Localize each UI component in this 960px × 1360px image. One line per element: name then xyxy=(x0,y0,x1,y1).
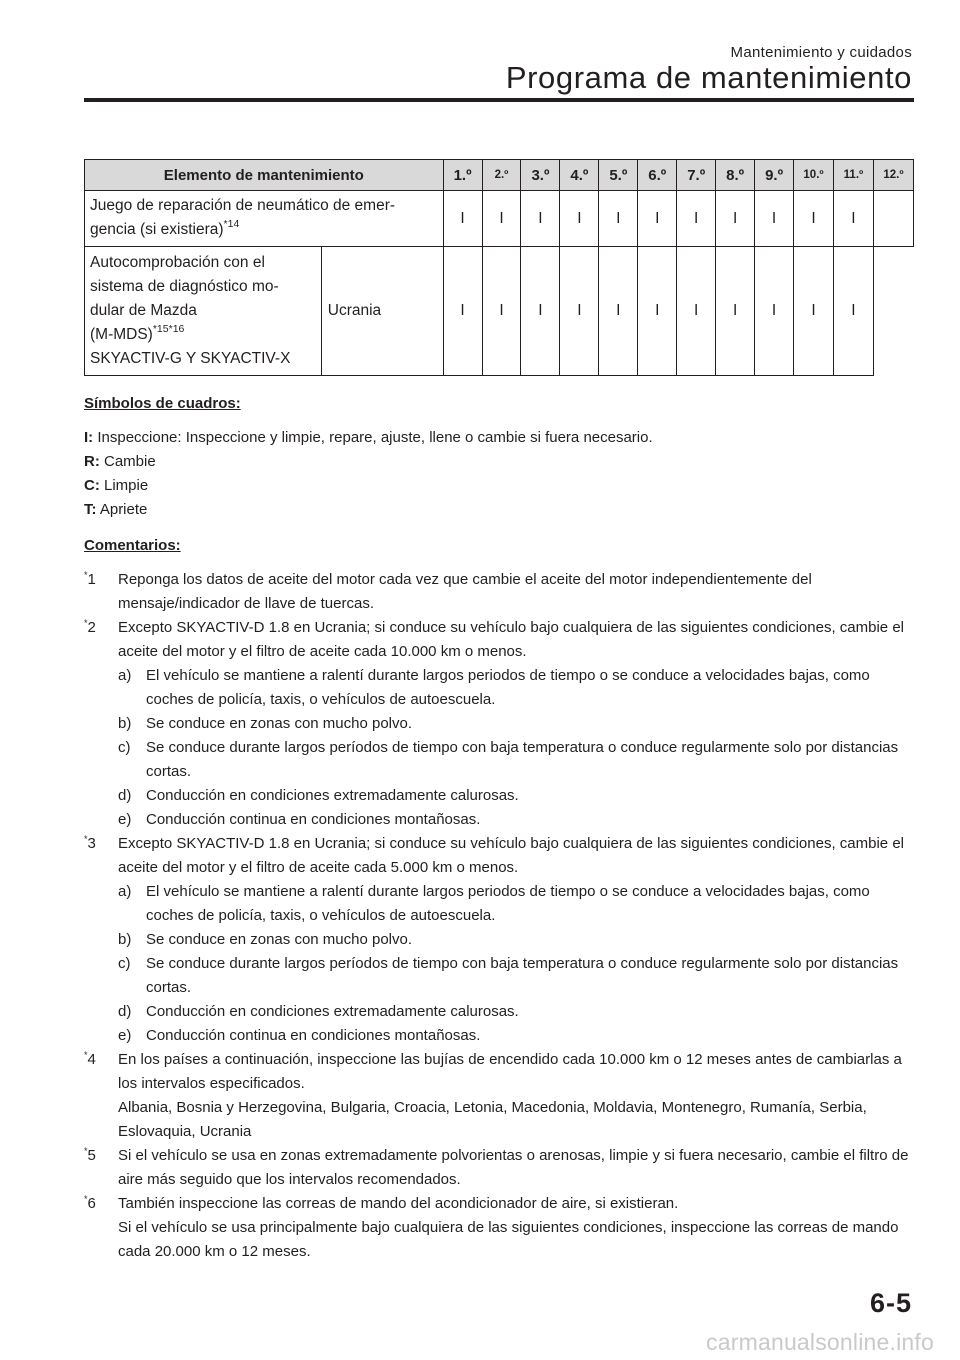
sub-item-letter: a) xyxy=(118,883,132,900)
symbol-text: Inspeccione: Inspeccione y limpie, repare, ajuste, llene o cambie si fuera necesario. xyxy=(97,429,653,446)
section-title: Mantenimiento y cuidados xyxy=(730,44,912,61)
note-number: *6 xyxy=(84,1194,96,1212)
symbol-text: Cambie xyxy=(104,453,156,470)
symbol-text: Apriete xyxy=(99,501,148,518)
sub-item-text: Se conduce en zonas con mucho polvo. xyxy=(146,715,413,732)
header-rule xyxy=(84,98,914,102)
note-number: *1 xyxy=(84,570,96,588)
sub-item-letter: c) xyxy=(118,739,131,756)
table-cell: I xyxy=(833,247,873,376)
col-header: 11.º xyxy=(833,160,873,191)
row-label xyxy=(85,247,322,376)
table-cell: I xyxy=(482,247,521,376)
maintenance-table xyxy=(84,159,914,376)
table-cell: I xyxy=(482,191,521,247)
note-sub-item xyxy=(118,952,914,1000)
comment-note xyxy=(84,568,914,616)
table-cell: I xyxy=(833,191,873,247)
comment-note xyxy=(84,1144,914,1192)
header-item: Elemento de mantenimiento xyxy=(85,160,444,191)
sub-item-text: El vehículo se mantiene a ralentí durante largos periodos de tiempo o se conduce a velocidades bajas, como coches de policía, taxis, o vehículos de autoescuela. xyxy=(146,667,870,708)
col-header: 1.º xyxy=(443,160,482,191)
note-ref: *15*16 xyxy=(152,323,185,335)
comment-note xyxy=(84,832,914,1048)
table-row xyxy=(85,191,914,247)
row-label-line: (M-MDS) xyxy=(90,326,153,343)
table-cell: I xyxy=(755,247,794,376)
symbol-text: Limpie xyxy=(104,477,149,494)
symbols-list xyxy=(84,426,914,522)
sub-item-text: Se conduce en zonas con mucho polvo. xyxy=(146,931,413,948)
row-label xyxy=(85,191,444,247)
sub-item-text: Conducción continua en condiciones montañosas. xyxy=(146,811,481,828)
note-sub-item xyxy=(118,880,914,928)
symbol-key: I: xyxy=(84,429,94,446)
watermark-text: carmanualsonline.info xyxy=(706,1329,934,1355)
table-cell: I xyxy=(677,191,716,247)
note-number: *5 xyxy=(84,1146,96,1164)
symbol-key: T: xyxy=(84,501,97,518)
table-cell: I xyxy=(560,247,599,376)
note-text: Reponga los datos de aceite del motor cada vez que cambie el aceite del motor independientemente del mensaje/indicador de llave de tuercas. xyxy=(118,571,812,612)
row-label-line: Autocomprobación con el xyxy=(90,254,265,271)
note-text: También inspeccione las correas de mando del acondicionador de aire, si existieran. xyxy=(118,1195,679,1212)
sub-item-text: El vehículo se mantiene a ralentí durante largos periodos de tiempo o se conduce a velocidades bajas, como coches de policía, taxis, o vehículos de autoescuela. xyxy=(146,883,870,924)
table-cell: I xyxy=(599,191,638,247)
note-sub-item xyxy=(118,1000,914,1024)
note-text: Excepto SKYACTIV-D 1.8 en Ucrania; si conduce su vehículo bajo cualquiera de las siguientes condiciones, cambie el aceite del motor y el filtro de aceite cada 10.000 km o menos. xyxy=(118,619,904,660)
note-number: *2 xyxy=(84,618,96,636)
table-cell: I xyxy=(677,247,716,376)
row-label-line: gencia (si existiera) xyxy=(90,221,224,238)
page-number: 6-5 xyxy=(869,1288,912,1318)
col-header: 2.º xyxy=(482,160,521,191)
note-sub-item xyxy=(118,784,914,808)
col-header: 8.º xyxy=(716,160,755,191)
col-header: 6.º xyxy=(638,160,677,191)
note-sub-item xyxy=(118,808,914,832)
sub-item-letter: d) xyxy=(118,787,132,804)
sub-item-text: Se conduce durante largos períodos de tiempo con baja temperatura o conduce regularmente solo por distancias cortas. xyxy=(146,739,899,780)
comment-note xyxy=(84,1192,914,1264)
table-cell: I xyxy=(638,191,677,247)
sub-item-letter: b) xyxy=(118,931,132,948)
table-cell: I xyxy=(521,247,560,376)
symbol-item xyxy=(84,426,914,450)
sub-item-letter: a) xyxy=(118,667,132,684)
table-cell: I xyxy=(716,191,755,247)
table-cell: I xyxy=(443,191,482,247)
table-cell: I xyxy=(794,247,834,376)
comments-heading: Comentarios: xyxy=(84,537,181,554)
note-sub-item xyxy=(118,1024,914,1048)
comment-note xyxy=(84,616,914,832)
sub-item-letter: d) xyxy=(118,1003,132,1020)
col-header: 9.º xyxy=(755,160,794,191)
symbol-key: C: xyxy=(84,477,100,494)
note-sub-item xyxy=(118,928,914,952)
sub-item-letter: e) xyxy=(118,1027,132,1044)
sub-item-text: Conducción continua en condiciones montañosas. xyxy=(146,1027,481,1044)
symbols-heading: Símbolos de cuadros: xyxy=(84,395,241,412)
note-extra-text: Albania, Bosnia y Herzegovina, Bulgaria, Croacia, Letonia, Macedonia, Moldavia, Montenegro, Rumanía, Serbia, Eslovaquia, Ucrania xyxy=(118,1099,867,1140)
comments-list xyxy=(84,568,914,1264)
note-number: *3 xyxy=(84,834,96,852)
table-cell: I xyxy=(521,191,560,247)
note-text: Si el vehículo se usa en zonas extremadamente polvorientas o arenosas, limpie y si fuera necesario, cambie el filtro de aire más seguido que los intervalos recomendados. xyxy=(118,1147,909,1188)
table-cell: I xyxy=(794,191,834,247)
sub-item-letter: b) xyxy=(118,715,132,732)
note-ref: *14 xyxy=(223,218,240,230)
table-cell: I xyxy=(599,247,638,376)
symbol-key: R: xyxy=(84,453,100,470)
row-label-line: dular de Mazda xyxy=(90,302,197,319)
symbol-item xyxy=(84,474,914,498)
note-sub-item xyxy=(118,664,914,712)
table-row xyxy=(85,247,914,376)
table-header-row xyxy=(85,160,914,191)
col-header: 5.º xyxy=(599,160,638,191)
page-content xyxy=(84,392,914,1264)
symbol-item xyxy=(84,498,914,522)
table-cell: I xyxy=(755,191,794,247)
symbol-item xyxy=(84,450,914,474)
col-header: 3.º xyxy=(521,160,560,191)
sub-item-letter: c) xyxy=(118,955,131,972)
table-cell: I xyxy=(560,191,599,247)
row-label-line: sistema de diagnóstico mo- xyxy=(90,278,279,295)
table-cell: I xyxy=(638,247,677,376)
table-cell xyxy=(873,191,913,247)
table-cell: I xyxy=(443,247,482,376)
page-title: Programa de mantenimiento xyxy=(505,60,912,95)
sub-item-text: Conducción en condiciones extremadamente calurosas. xyxy=(146,787,519,804)
row-label-line: Juego de reparación de neumático de emer- xyxy=(90,197,396,214)
note-number: *4 xyxy=(84,1050,96,1068)
note-text: Excepto SKYACTIV-D 1.8 en Ucrania; si conduce su vehículo bajo cualquiera de las siguientes condiciones, cambie el aceite del motor y el filtro de aceite cada 5.000 km o menos. xyxy=(118,835,904,876)
note-sub-item xyxy=(118,712,914,736)
note-sub-item xyxy=(118,736,914,784)
sub-item-letter: e) xyxy=(118,811,132,828)
col-header: 7.º xyxy=(677,160,716,191)
note-text: En los países a continuación, inspeccione las bujías de encendido cada 10.000 km o 12 meses antes de cambiarlas a los intervalos especificados. xyxy=(118,1051,902,1092)
col-header: 4.º xyxy=(560,160,599,191)
page-header xyxy=(506,44,912,95)
note-extra-text: Si el vehículo se usa principalmente bajo cualquiera de las siguientes condiciones, inspeccione las correas de mando cada 20.000 km o 12 meses. xyxy=(118,1219,899,1260)
table-cell: I xyxy=(716,247,755,376)
sub-item-text: Se conduce durante largos períodos de tiempo con baja temperatura o conduce regularmente solo por distancias cortas. xyxy=(146,955,899,996)
sub-item-text: Conducción en condiciones extremadamente calurosas. xyxy=(146,1003,519,1020)
row-label-line: SKYACTIV-G Y SKYACTIV-X xyxy=(90,350,291,367)
row-sub-label: Ucrania xyxy=(321,247,443,376)
comment-note xyxy=(84,1048,914,1144)
col-header: 10.º xyxy=(794,160,834,191)
col-header: 12.º xyxy=(873,160,913,191)
